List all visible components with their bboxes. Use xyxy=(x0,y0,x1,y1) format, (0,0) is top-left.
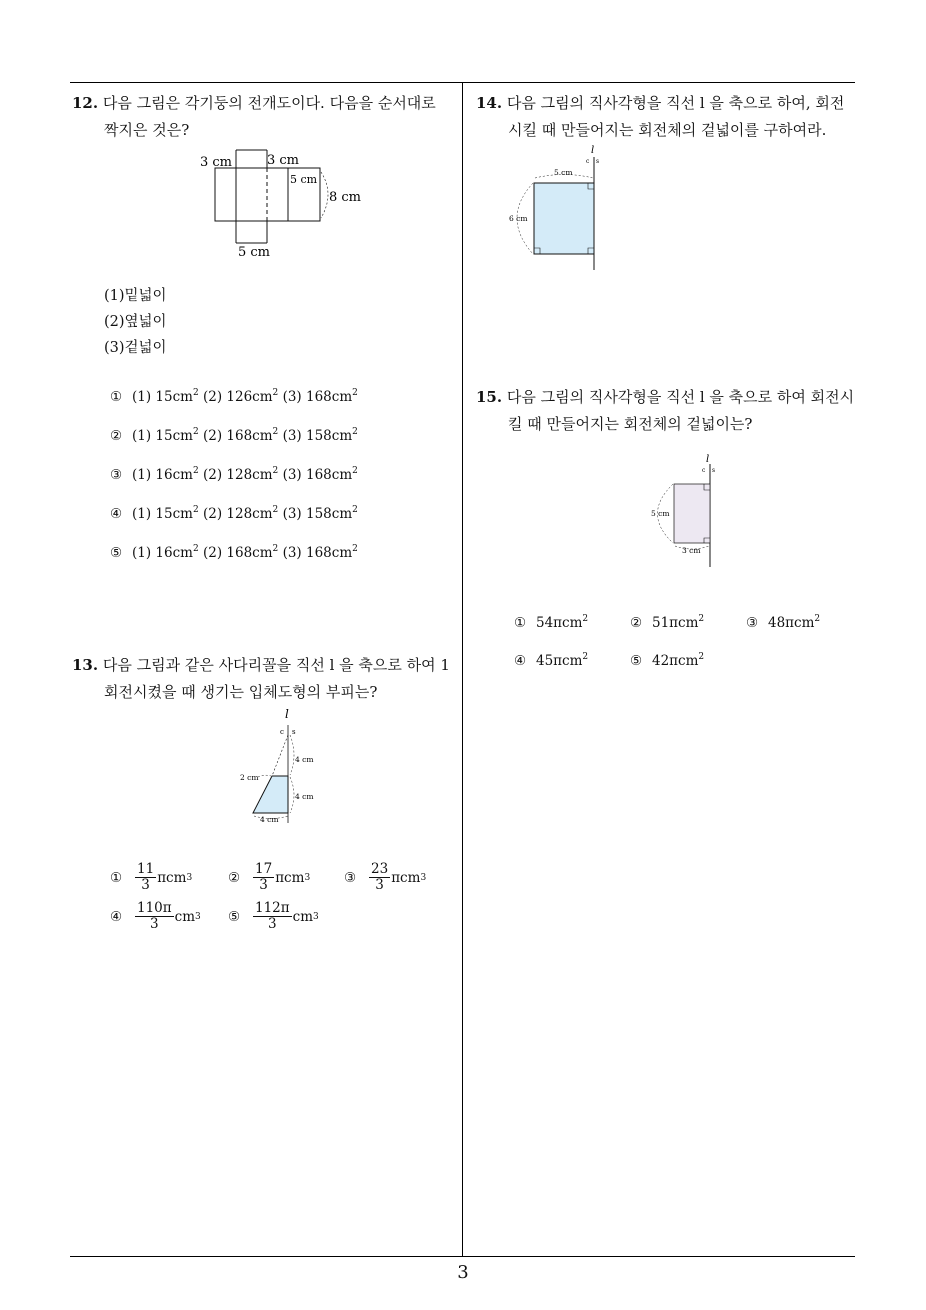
fraction: $\frac{110\pi}{3}$ xyxy=(137,900,172,932)
question-14 xyxy=(476,90,861,144)
label-right: 8 cm xyxy=(329,190,362,205)
axis-label: l xyxy=(591,145,595,156)
question-text: 다음 그림의 직사각형을 직선 l 을 축으로 하여 회전시 xyxy=(506,388,855,406)
fraction: $\frac{23}{3}$ xyxy=(371,861,389,893)
question-text-cont: 시킬 때 만들어지는 회전체의 겉넓이를 구하여라. xyxy=(508,121,827,139)
column-divider xyxy=(462,82,463,1257)
fraction: $\frac{17}{3}$ xyxy=(255,861,273,893)
question-number: 14. xyxy=(476,94,503,112)
question-13 xyxy=(72,652,460,706)
choice-4[interactable]: ④ (1) $15cm^2$ (2) $128cm^2$ (3) $158cm^2$ xyxy=(110,505,358,522)
choice-2[interactable]: ② (1) $15cm^2$ (2) $168cm^2$ (3) $158cm^2$ xyxy=(110,427,358,444)
svg-text:s: s xyxy=(712,467,716,474)
question-number: 15. xyxy=(476,388,503,406)
choice-3[interactable]: ③ 48πcm$^2$ xyxy=(746,614,821,631)
question-text: 다음 그림은 각기둥의 전개도이다. 다음을 순서대로 xyxy=(102,94,436,112)
svg-text:c: c xyxy=(586,158,590,165)
svg-text:s: s xyxy=(596,158,600,165)
choice-4[interactable]: ④ $\frac{110\pi}{3}$ cm 3 xyxy=(110,900,201,932)
label-inner: 5 cm xyxy=(290,173,318,186)
rectangle-figure-14 xyxy=(505,145,610,273)
axis-label: l xyxy=(706,454,710,465)
choice-3[interactable]: ③ $\frac{23}{3}$ πcm 3 xyxy=(344,861,427,893)
rectangle-figure-15 xyxy=(648,452,728,570)
question-15 xyxy=(476,384,861,438)
prism-net-figure xyxy=(195,148,370,260)
choice-2[interactable]: ② $\frac{17}{3}$ πcm 3 xyxy=(228,861,311,893)
choice-4[interactable]: ④ 45πcm$^2$ xyxy=(514,652,589,669)
question-text: 다음 그림의 직사각형을 직선 l 을 축으로 하여, 회전 xyxy=(506,94,845,112)
svg-text:c: c xyxy=(280,728,284,736)
question-number: 13. xyxy=(72,656,99,674)
question-text: 다음 그림과 같은 사다리꼴을 직선 l 을 축으로 하여 1 xyxy=(102,656,450,674)
question-text-cont: 회전시켰을 때 생기는 입체도형의 부피는? xyxy=(104,683,378,701)
sub-item-2: (2)옆넓이 xyxy=(104,314,167,330)
question-number: 12. xyxy=(72,94,99,112)
label-left: 2 cm xyxy=(240,773,259,782)
bottom-rule xyxy=(70,1256,855,1257)
choice-1[interactable]: ① $\frac{11}{3}$ πcm 3 xyxy=(110,861,193,893)
label-top-right: 3 cm xyxy=(267,153,300,168)
trapezoid-figure xyxy=(236,705,326,830)
sub-item-1: (1)밑넓이 xyxy=(104,288,167,304)
label-left: 6 cm xyxy=(509,214,528,223)
label-top: 4 cm xyxy=(295,755,314,764)
label-bottom: 3 cm xyxy=(682,546,701,555)
label-mid: 4 cm xyxy=(295,792,314,801)
choice-3[interactable]: ③ (1) $16cm^2$ (2) $128cm^2$ (3) $168cm^2$ xyxy=(110,466,358,483)
label-top-left: 3 cm xyxy=(200,155,233,170)
question-12 xyxy=(72,90,460,144)
label-bottom: 4 cm xyxy=(260,815,279,824)
label-bottom: 5 cm xyxy=(238,245,271,260)
label-top: 5 cm xyxy=(554,168,573,177)
choice-1[interactable]: ① 54πcm$^2$ xyxy=(514,614,589,631)
axis-label: l xyxy=(285,707,289,721)
svg-text:c: c xyxy=(702,467,706,474)
sub-item-3: (3)겉넓이 xyxy=(104,340,167,356)
choice-2[interactable]: ② 51πcm$^2$ xyxy=(630,614,705,631)
svg-text:s: s xyxy=(292,728,296,736)
choice-5[interactable]: ⑤ 42πcm$^2$ xyxy=(630,652,705,669)
question-text-cont: 짝지은 것은? xyxy=(104,121,190,139)
question-text-cont: 킬 때 만들어지는 회전체의 겉넓이는? xyxy=(508,415,753,433)
fraction: $\frac{11}{3}$ xyxy=(137,861,155,893)
choice-1[interactable]: ① (1) $15cm^2$ (2) $126cm^2$ (3) $168cm^2$ xyxy=(110,388,358,405)
fraction: $\frac{112\pi}{3}$ xyxy=(255,900,290,932)
page-number: 3 xyxy=(457,1262,469,1283)
choice-5[interactable]: ⑤ $\frac{112\pi}{3}$ cm 3 xyxy=(228,900,319,932)
choice-5[interactable]: ⑤ (1) $16cm^2$ (2) $168cm^2$ (3) $168cm^2$ xyxy=(110,544,358,561)
label-left: 5 cm xyxy=(651,509,670,518)
